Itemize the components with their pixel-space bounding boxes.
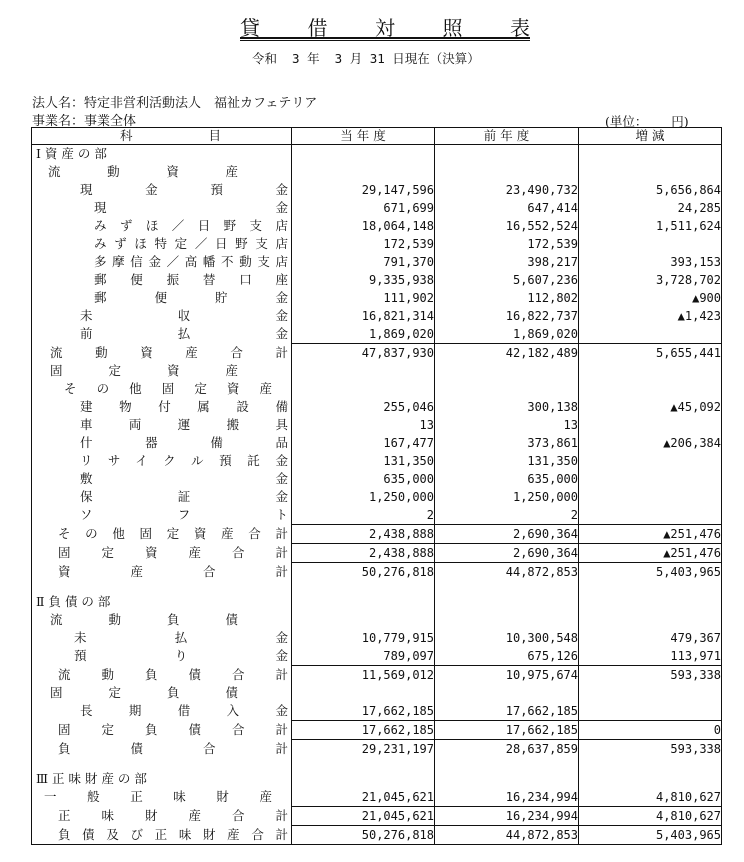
account-row: [32, 145, 722, 164]
account-row: [32, 770, 722, 788]
change-value: ▲1,423: [579, 307, 722, 325]
current-year-value: [292, 380, 435, 398]
change-value: ▲251,476: [579, 544, 722, 563]
account-row: [32, 325, 722, 344]
account-label-text: 敷 金: [80, 471, 288, 486]
title-char: 表: [510, 16, 530, 40]
title-char: 借: [307, 16, 328, 40]
account-label: [32, 271, 292, 289]
previous-year-value: 1,250,000: [435, 488, 579, 506]
account-label: [32, 647, 292, 666]
account-label-text: 固 定 負 債: [50, 685, 238, 700]
account-label-text: 多摩信金／高幡不動支店: [94, 254, 288, 269]
change-value: 4,810,627: [579, 788, 722, 807]
change-value: ▲45,092: [579, 398, 722, 416]
change-value: 479,367: [579, 629, 722, 647]
previous-year-value: 1,869,020: [435, 325, 579, 344]
current-year-value: [292, 758, 435, 770]
change-value: [579, 235, 722, 253]
account-label: [32, 807, 292, 826]
title-char: 貸: [240, 16, 260, 40]
change-value: 0: [579, 721, 722, 740]
previous-year-value: 398,217: [435, 253, 579, 271]
account-label-text: 車 両 運 搬 具: [80, 417, 288, 432]
change-value: [579, 145, 722, 164]
change-value: [579, 758, 722, 770]
previous-year-value: 16,234,994: [435, 807, 579, 826]
change-value: 5,656,864: [579, 181, 722, 199]
header-subject-char: 目: [208, 128, 221, 143]
change-value: [579, 325, 722, 344]
account-label: [32, 629, 292, 647]
previous-year-value: [435, 581, 579, 593]
header-current-year: 当 年 度: [292, 128, 435, 145]
account-label-text: 負 債 合 計: [58, 740, 288, 756]
current-year-value: 29,231,197: [292, 740, 435, 759]
account-label-text: 負債及び正味財産合計: [58, 826, 288, 842]
account-label-text: 流 動 負 債: [50, 612, 238, 627]
change-value: [579, 488, 722, 506]
account-row: [32, 380, 722, 398]
change-value: 3,728,702: [579, 271, 722, 289]
account-label: [32, 506, 292, 525]
account-row: [32, 217, 722, 235]
previous-year-value: [435, 758, 579, 770]
previous-year-value: 112,802: [435, 289, 579, 307]
title-char: 照: [442, 16, 463, 40]
title-char: 対: [375, 16, 395, 40]
current-year-value: 18,064,148: [292, 217, 435, 235]
account-label-text: Ⅲ 正 味 財 産 の 部: [36, 771, 147, 786]
account-row: [32, 684, 722, 702]
account-row: [32, 611, 722, 629]
total-row: [32, 544, 722, 563]
previous-year-value: [435, 684, 579, 702]
change-value: [579, 611, 722, 629]
account-label: [32, 199, 292, 217]
current-year-value: 21,045,621: [292, 788, 435, 807]
account-row: [32, 593, 722, 611]
current-year-value: [292, 145, 435, 164]
current-year-value: 791,370: [292, 253, 435, 271]
previous-year-value: 300,138: [435, 398, 579, 416]
header-change: 増 減: [579, 128, 722, 145]
account-row: [32, 362, 722, 380]
account-row: [32, 506, 722, 525]
current-year-value: [292, 163, 435, 181]
account-label: [32, 398, 292, 416]
account-row: [32, 488, 722, 506]
account-label: [32, 788, 292, 807]
previous-year-value: 13: [435, 416, 579, 434]
previous-year-value: 23,490,732: [435, 181, 579, 199]
current-year-value: 2,438,888: [292, 525, 435, 544]
account-row: [32, 199, 722, 217]
current-year-value: [292, 684, 435, 702]
change-value: 593,338: [579, 666, 722, 685]
account-label-text: 現 金: [94, 200, 288, 215]
account-label: [32, 488, 292, 506]
account-label: [32, 344, 292, 363]
change-value: ▲900: [579, 289, 722, 307]
header-subject-char: 科: [120, 128, 133, 143]
account-label: [32, 770, 292, 788]
previous-year-value: 42,182,489: [435, 344, 579, 363]
change-value: ▲251,476: [579, 525, 722, 544]
current-year-value: 671,699: [292, 199, 435, 217]
change-value: [579, 684, 722, 702]
current-year-value: 635,000: [292, 470, 435, 488]
change-value: [579, 506, 722, 525]
account-row: [32, 289, 722, 307]
current-year-value: 1,250,000: [292, 488, 435, 506]
current-year-value: 16,821,314: [292, 307, 435, 325]
account-label-text: 固 定 資 産: [50, 363, 238, 378]
current-year-value: 11,569,012: [292, 666, 435, 685]
current-year-value: 13: [292, 416, 435, 434]
total-row: [32, 563, 722, 582]
spacer-row: [32, 581, 722, 593]
previous-year-value: 675,126: [435, 647, 579, 666]
current-year-value: 2: [292, 506, 435, 525]
change-value: [579, 470, 722, 488]
previous-year-value: 5,607,236: [435, 271, 579, 289]
account-label-text: 長 期 借 入 金: [80, 703, 288, 719]
account-row: [32, 235, 722, 253]
account-label-text: 保 証 金: [80, 489, 288, 504]
account-label-text: ソ フ ト: [80, 507, 288, 523]
total-row: [32, 826, 722, 845]
account-row: [32, 470, 722, 488]
account-label-text: 現 金 預 金: [80, 182, 288, 197]
account-label-text: Ⅰ 資 産 の 部: [36, 146, 107, 161]
account-row: [32, 181, 722, 199]
change-value: 24,285: [579, 199, 722, 217]
account-row: [32, 398, 722, 416]
account-row: [32, 434, 722, 452]
business-name: 事業名：事業全体: [32, 114, 137, 129]
account-label: [32, 721, 292, 740]
current-year-value: 29,147,596: [292, 181, 435, 199]
total-row: [32, 666, 722, 685]
change-value: [579, 380, 722, 398]
account-label-text: みずほ／日野支店: [94, 218, 288, 233]
current-year-value: 50,276,818: [292, 826, 435, 845]
account-label: [32, 544, 292, 563]
previous-year-value: 647,414: [435, 199, 579, 217]
previous-year-value: [435, 362, 579, 380]
account-label: [32, 684, 292, 702]
total-row: [32, 740, 722, 759]
as-of-date: 令和 3 年 3 月 31 日現在（決算）: [252, 51, 480, 66]
account-label-text: 什 器 備 品: [80, 435, 288, 450]
current-year-value: 21,045,621: [292, 807, 435, 826]
previous-year-value: 373,861: [435, 434, 579, 452]
account-label-text: 固 定 負 債 合 計: [58, 722, 288, 737]
previous-year-value: 2,690,364: [435, 525, 579, 544]
account-label: [32, 611, 292, 629]
previous-year-value: [435, 163, 579, 181]
current-year-value: 47,837,930: [292, 344, 435, 363]
change-value: [579, 362, 722, 380]
account-label-text: 流 動 資 産: [48, 164, 238, 179]
account-label: [32, 826, 292, 845]
current-year-value: 111,902: [292, 289, 435, 307]
header-subject: [32, 128, 292, 145]
change-value: 593,338: [579, 740, 722, 759]
account-label: [32, 145, 292, 164]
account-row: [32, 788, 722, 807]
account-label-text: 預 り 金: [74, 648, 288, 664]
previous-year-value: 17,662,185: [435, 702, 579, 721]
previous-year-value: 16,552,524: [435, 217, 579, 235]
previous-year-value: 28,637,859: [435, 740, 579, 759]
account-row: [32, 452, 722, 470]
account-label-text: 一 般 正 味 財 産: [44, 789, 272, 805]
current-year-value: 131,350: [292, 452, 435, 470]
total-row: [32, 344, 722, 363]
previous-year-value: [435, 593, 579, 611]
change-value: 113,971: [579, 647, 722, 666]
previous-year-value: 172,539: [435, 235, 579, 253]
change-value: [579, 770, 722, 788]
change-value: [579, 593, 722, 611]
account-label: [32, 452, 292, 470]
change-value: [579, 163, 722, 181]
change-value: 4,810,627: [579, 807, 722, 826]
change-value: [579, 581, 722, 593]
total-row: [32, 721, 722, 740]
account-row: [32, 647, 722, 666]
account-label: [32, 581, 292, 593]
account-label: [32, 163, 292, 181]
account-row: [32, 253, 722, 271]
current-year-value: 789,097: [292, 647, 435, 666]
account-row: [32, 416, 722, 434]
account-label: [32, 380, 292, 398]
header-row: [32, 128, 722, 145]
current-year-value: 167,477: [292, 434, 435, 452]
unit-label: (単位： 円): [605, 114, 689, 129]
change-value: [579, 702, 722, 721]
account-label: [32, 563, 292, 582]
account-label-text: 未 収 金: [80, 308, 288, 323]
account-label-text: 流 動 負 債 合 計: [58, 666, 288, 682]
account-label: [32, 181, 292, 199]
current-year-value: 50,276,818: [292, 563, 435, 582]
current-year-value: [292, 581, 435, 593]
change-value: [579, 452, 722, 470]
account-label: [32, 416, 292, 434]
previous-year-value: 10,975,674: [435, 666, 579, 685]
account-label: [32, 434, 292, 452]
account-label-text: 未 払 金: [74, 630, 288, 645]
previous-year-value: 17,662,185: [435, 721, 579, 740]
previous-year-value: [435, 380, 579, 398]
current-year-value: 172,539: [292, 235, 435, 253]
change-value: 5,403,965: [579, 826, 722, 845]
account-label: [32, 593, 292, 611]
account-label: [32, 702, 292, 721]
account-label-text: 正 味 財 産 合 計: [58, 808, 288, 823]
previous-year-value: 44,872,853: [435, 563, 579, 582]
account-row: [32, 629, 722, 647]
previous-year-value: [435, 770, 579, 788]
account-row: [32, 271, 722, 289]
account-label-text: 郵 便 貯 金: [94, 290, 288, 305]
organization-name: 法人名：特定非営利活動法人 福祉カフェテリア: [32, 96, 318, 111]
current-year-value: 255,046: [292, 398, 435, 416]
spacer-row: [32, 758, 722, 770]
current-year-value: [292, 593, 435, 611]
total-row: [32, 525, 722, 544]
account-label: [32, 289, 292, 307]
current-year-value: [292, 611, 435, 629]
previous-year-value: 131,350: [435, 452, 579, 470]
account-label-text: 流 動 資 産 合 計: [50, 344, 288, 360]
current-year-value: [292, 770, 435, 788]
previous-year-value: [435, 145, 579, 164]
account-label-text: リサイクル預託金: [80, 453, 288, 468]
current-year-value: 2,438,888: [292, 544, 435, 563]
account-label: [32, 470, 292, 488]
account-label: [32, 235, 292, 253]
balance-sheet-table: [31, 127, 722, 845]
account-label-text: その他固定資産合計: [58, 526, 288, 541]
current-year-value: 9,335,938: [292, 271, 435, 289]
account-label-text: 固 定 資 産 合 計: [58, 545, 288, 560]
account-label-text: 郵 便 振 替 口 座: [94, 272, 288, 287]
total-row: [32, 807, 722, 826]
account-label: [32, 253, 292, 271]
account-row: [32, 163, 722, 181]
account-label-text: Ⅱ 負 債 の 部: [36, 594, 111, 609]
current-year-value: 17,662,185: [292, 702, 435, 721]
account-label-text: みずほ特定／日野支店: [94, 236, 288, 251]
account-label-text: 前 払 金: [80, 326, 288, 342]
account-label-text: その他固定資産: [64, 381, 272, 396]
previous-year-value: 2,690,364: [435, 544, 579, 563]
previous-year-value: 44,872,853: [435, 826, 579, 845]
account-row: [32, 307, 722, 325]
account-label: [32, 740, 292, 759]
account-label: [32, 325, 292, 344]
change-value: 5,403,965: [579, 563, 722, 582]
account-label: [32, 362, 292, 380]
change-value: 1,511,624: [579, 217, 722, 235]
header-previous-year: 前 年 度: [435, 128, 579, 145]
account-label: [32, 525, 292, 544]
account-label-text: 資 産 合 計: [58, 563, 288, 579]
current-year-value: 10,779,915: [292, 629, 435, 647]
current-year-value: 17,662,185: [292, 721, 435, 740]
change-value: [579, 416, 722, 434]
previous-year-value: [435, 611, 579, 629]
title-underline: [240, 37, 530, 41]
account-label: [32, 758, 292, 770]
account-label: [32, 307, 292, 325]
change-value: ▲206,384: [579, 434, 722, 452]
account-label: [32, 217, 292, 235]
previous-year-value: 635,000: [435, 470, 579, 488]
current-year-value: [292, 362, 435, 380]
account-row: [32, 702, 722, 721]
previous-year-value: 10,300,548: [435, 629, 579, 647]
change-value: 393,153: [579, 253, 722, 271]
previous-year-value: 16,822,737: [435, 307, 579, 325]
account-label: [32, 666, 292, 685]
current-year-value: 1,869,020: [292, 325, 435, 344]
change-value: 5,655,441: [579, 344, 722, 363]
previous-year-value: 16,234,994: [435, 788, 579, 807]
account-label-text: 建 物 付 属 設 備: [80, 399, 288, 414]
previous-year-value: 2: [435, 506, 579, 525]
